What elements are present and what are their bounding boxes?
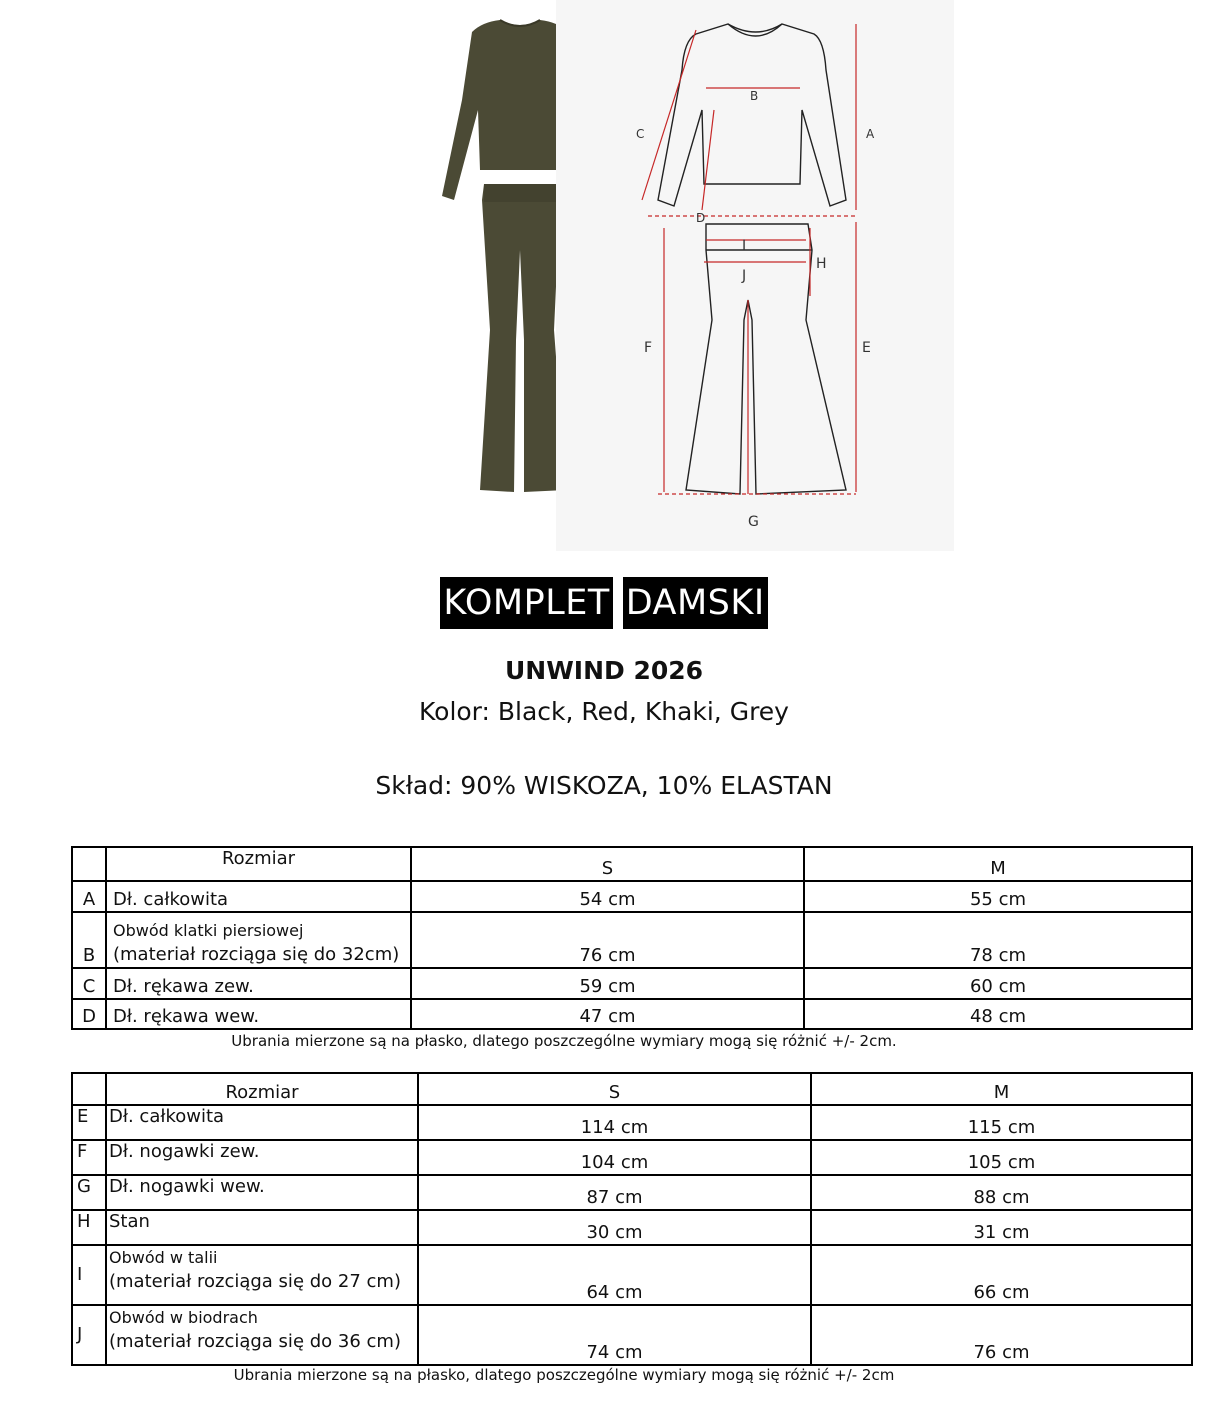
- row-letter: G: [72, 1175, 106, 1210]
- row-value-s: 74 cm: [418, 1305, 811, 1365]
- row-name: Stan: [106, 1210, 418, 1245]
- table-row: [72, 999, 1192, 1029]
- row-name: Dł. całkowita: [106, 881, 411, 912]
- row-name-main: Obwód klatki piersiowej: [113, 921, 304, 940]
- row-name-main: Obwód w biodrach: [109, 1308, 258, 1327]
- row-value-m: 78 cm: [804, 912, 1192, 968]
- row-value-s: 114 cm: [418, 1105, 811, 1140]
- row-value-s: 76 cm: [411, 912, 804, 968]
- table-row: [72, 881, 1192, 912]
- diagram-label-j: J: [742, 268, 747, 284]
- diagram-label-g: G: [748, 514, 759, 530]
- table-row: [72, 1210, 1192, 1245]
- diagram-shirt: [658, 24, 846, 206]
- row-value-s: 30 cm: [418, 1210, 811, 1245]
- row-value-m: 105 cm: [811, 1140, 1192, 1175]
- diagram-label-f: F: [644, 340, 653, 356]
- row-value-m: 66 cm: [811, 1245, 1192, 1305]
- table-row: [72, 1305, 1192, 1365]
- row-value-s: 104 cm: [418, 1140, 811, 1175]
- row-name: Dł. rękawa wew.: [106, 999, 411, 1029]
- row-letter: D: [72, 999, 106, 1029]
- table-header-row: [72, 1073, 1192, 1105]
- row-name: [106, 1305, 418, 1365]
- row-name: Dł. całkowita: [106, 1105, 418, 1140]
- row-name: Dł. nogawki wew.: [106, 1175, 418, 1210]
- row-value-s: 59 cm: [411, 968, 804, 999]
- measurement-diagram-svg: [556, 0, 954, 551]
- model-name: UNWIND 2026: [504, 656, 704, 685]
- header-size-m: M: [804, 847, 1192, 881]
- row-value-m: 76 cm: [811, 1305, 1192, 1365]
- diagram-label-d: D: [696, 211, 706, 225]
- header-empty-cell: [72, 1073, 106, 1105]
- title-word-2: DAMSKI: [623, 577, 768, 629]
- diagram-label-c: C: [636, 127, 645, 141]
- row-letter: J: [72, 1305, 106, 1365]
- bottom-size-table: [71, 1072, 1193, 1366]
- measurement-note: Ubrania mierzone są na płasko, dlatego poszczególne wymiary mogą się różnić +/- 2cm.: [231, 1032, 897, 1050]
- row-value-m: 60 cm: [804, 968, 1192, 999]
- row-letter: A: [72, 881, 106, 912]
- header-size-s: S: [411, 847, 804, 881]
- row-name: [106, 1245, 418, 1305]
- header-size-s: S: [418, 1073, 811, 1105]
- diagram-label-h: H: [816, 256, 827, 272]
- title-word-1: KOMPLET: [440, 577, 612, 629]
- header-size-label: Rozmiar: [106, 1073, 418, 1105]
- row-name-main: Obwód w talii: [109, 1248, 218, 1267]
- color-list: Kolor: Black, Red, Khaki, Grey: [419, 697, 789, 726]
- row-name-note: (materiał rozciąga się do 36 cm): [109, 1331, 401, 1352]
- top-size-table: [71, 846, 1193, 1030]
- page-title: [0, 577, 1208, 629]
- row-letter: C: [72, 968, 106, 999]
- measurement-note: Ubrania mierzone są na płasko, dlatego poszczególne wymiary mogą się różnić +/- 2cm: [233, 1366, 895, 1384]
- table-row: [72, 912, 1192, 968]
- table-row: [72, 968, 1192, 999]
- row-value-m: 31 cm: [811, 1210, 1192, 1245]
- row-letter: E: [72, 1105, 106, 1140]
- row-value-m: 48 cm: [804, 999, 1192, 1029]
- header-size-label: Rozmiar: [106, 847, 411, 881]
- row-value-m: 88 cm: [811, 1175, 1192, 1210]
- row-value-s: 87 cm: [418, 1175, 811, 1210]
- row-value-s: 47 cm: [411, 999, 804, 1029]
- header-empty-cell: [72, 847, 106, 881]
- diagram-label-e: E: [862, 340, 871, 356]
- diagram-label-a: A: [866, 127, 875, 141]
- diagram-label-b: B: [750, 89, 759, 103]
- table-row: [72, 1175, 1192, 1210]
- row-letter: I: [72, 1245, 106, 1305]
- row-letter: B: [72, 912, 106, 968]
- table-row: [72, 1105, 1192, 1140]
- row-name-note: (materiał rozciąga się do 27 cm): [109, 1271, 401, 1292]
- row-name: Dł. rękawa zew.: [106, 968, 411, 999]
- row-name: Dł. nogawki zew.: [106, 1140, 418, 1175]
- row-value-m: 115 cm: [811, 1105, 1192, 1140]
- row-value-s: 64 cm: [418, 1245, 811, 1305]
- row-value-m: 55 cm: [804, 881, 1192, 912]
- header-size-m: M: [811, 1073, 1192, 1105]
- table-header-row: [72, 847, 1192, 881]
- row-name-note: (materiał rozciąga się do 32cm): [113, 944, 400, 965]
- row-value-s: 54 cm: [411, 881, 804, 912]
- diagram-label-i: I: [742, 238, 747, 254]
- measurement-diagram: [556, 0, 954, 551]
- composition: Skład: 90% WISKOZA, 10% ELASTAN: [375, 771, 833, 800]
- row-name: [106, 912, 411, 968]
- table-row: [72, 1245, 1192, 1305]
- row-letter: H: [72, 1210, 106, 1245]
- row-letter: F: [72, 1140, 106, 1175]
- table-row: [72, 1140, 1192, 1175]
- photo-pants: [480, 184, 566, 492]
